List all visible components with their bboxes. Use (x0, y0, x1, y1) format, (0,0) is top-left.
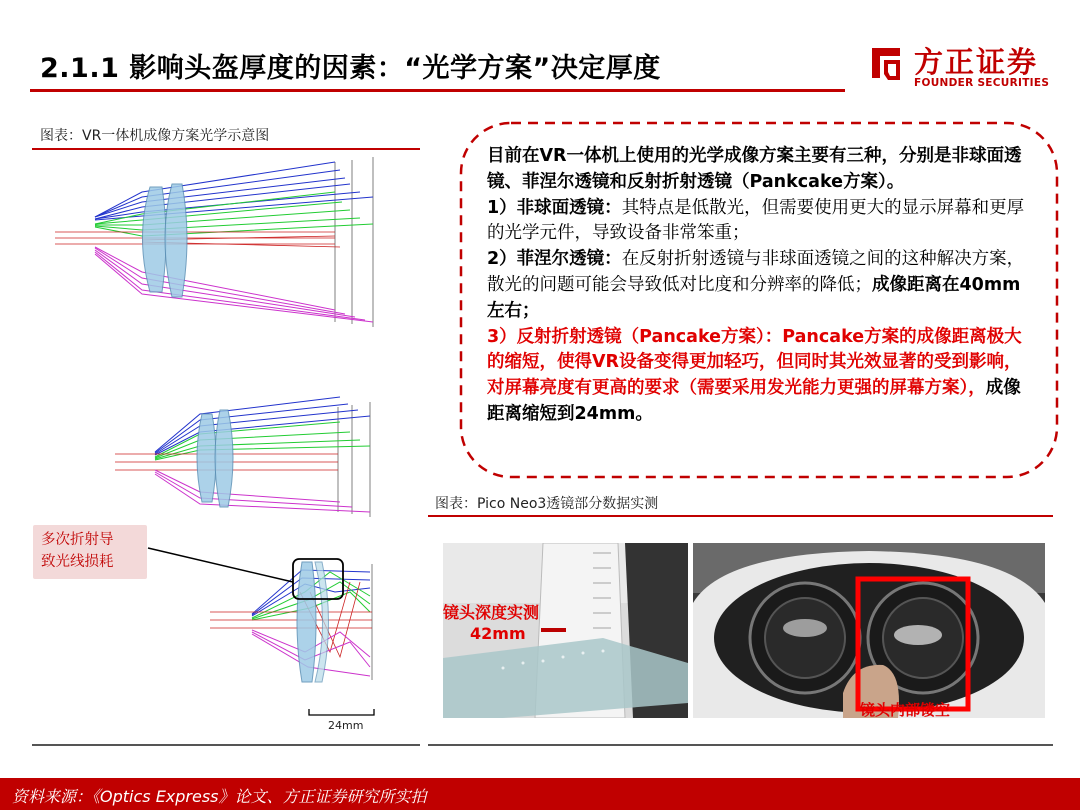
hollow-label: 镜头内部镂空 (860, 701, 951, 719)
callout-line-1: 多次折射导 (41, 532, 114, 548)
page-title: 2.1.1 影响头盔厚度的因素：“光学方案”决定厚度 (40, 53, 661, 84)
aspheric-heading: 1）非球面透镜： (487, 197, 622, 218)
source-note: 资料来源：《Optics Express》论文、方正证券研究所实拍 (12, 787, 427, 806)
right-figure-top-rule (428, 515, 1053, 517)
fresnel-distance: 成像距离在40mm左右； (487, 274, 1021, 321)
left-figure-bottom-rule (32, 744, 420, 746)
intro-paragraph: 目前在VR一体机上使用的光学成像方案主要有三种，分别是非球面透镜、菲涅尔透镜和反射折射透镜（Pankcake方案）。 (487, 146, 1022, 192)
footer-bar (0, 778, 1080, 810)
optics-description (487, 144, 1037, 428)
optical-ray-diagram (30, 152, 430, 742)
aspheric-paragraph (487, 196, 1037, 248)
light-loss-callout (33, 525, 147, 579)
right-figure-caption: 图表：Pico Neo3透镜部分数据实测 (435, 496, 659, 512)
logo-text-en: FOUNDER SECURITIES (914, 77, 1050, 89)
title-divider (30, 89, 845, 92)
depth-label: 镜头深度实测 (443, 603, 540, 622)
fresnel-body: 在反射折射透镜与非球面透镜之间的这种解决方案，散光的问题可能会导致低对比度和分辨率的降低； (487, 249, 1025, 295)
fresnel-lens-diagram (115, 397, 370, 517)
left-figure-caption: 图表：VR一体机成像方案光学示意图 (40, 128, 270, 144)
left-figure-top-rule (32, 148, 420, 150)
logo-text-cn: 方正证券 (914, 45, 1039, 79)
pancake-body: 3）反射折射透镜（Pancake方案）：Pancake方案的成像距离极大的缩短，使得VR设备变得更加轻巧，但同时其光效显著的受到影响，对屏幕亮度有更高的要求（需要采用发光能力更强的屏幕方案）， (487, 326, 1022, 399)
aspheric-body: 其特点是低散光，但需要使用更大的显示屏幕和更厚的光学元件，导致设备非常笨重； (487, 197, 1025, 244)
pancake-lens-diagram (148, 548, 374, 715)
fresnel-heading: 2）菲涅尔透镜： (487, 249, 622, 270)
pancake-distance: 成像距离缩短到24mm。 (487, 378, 1021, 424)
company-logo (866, 40, 1056, 92)
headset-interior-photo (693, 543, 1045, 718)
callout-line-2: 致光线损耗 (41, 554, 114, 570)
scale-label: 24mm (328, 719, 364, 732)
depth-value: 42mm (470, 624, 526, 643)
pancake-paragraph (487, 325, 1037, 428)
founder-logo-icon (866, 44, 906, 84)
aspheric-lens-diagram (55, 157, 373, 327)
fresnel-paragraph (487, 247, 1037, 324)
right-figure-bottom-rule (428, 744, 1053, 746)
